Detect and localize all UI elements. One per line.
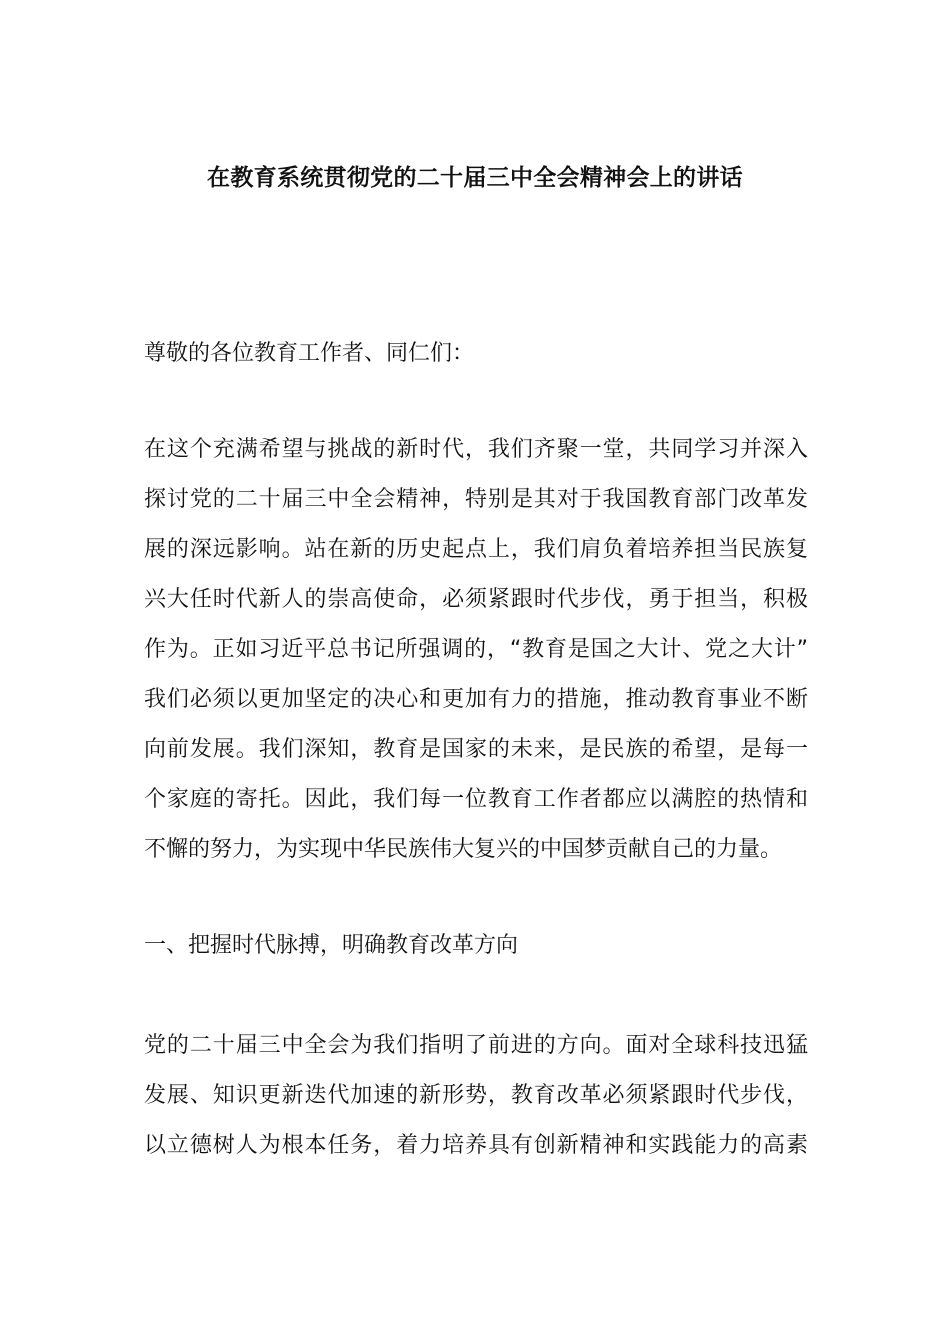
paragraph-line: 个家庭的寄托。因此，我们每一位教育工作者都应以满腔的热情和: [144, 787, 808, 812]
paragraph-line: 以立德树人为根本任务，着力培养具有创新精神和实践能力的高素: [144, 1133, 808, 1158]
section-heading-1: [144, 921, 808, 971]
paragraph-line: 作为。正如习近平总书记所强调的，“教育是国之大计、党之大计”: [144, 637, 808, 662]
paragraph-line: 我们必须以更加坚定的决心和更加有力的措施，推动教育事业不断: [144, 687, 808, 712]
paragraph-line: 不懈的努力，为实现中华民族伟大复兴的中国梦贡献自己的力量。: [144, 837, 783, 862]
paragraph-line: 向前发展。我们深知，教育是国家的未来，是民族的希望，是每一: [144, 737, 808, 762]
paragraph-line: 发展、知识更新迭代加速的新形势，教育改革必须紧跟时代步伐，: [144, 1083, 808, 1108]
document-title: 在教育系统贯彻党的二十届三中全会精神会上的讲话: [207, 165, 743, 191]
salutation-text: 尊敬的各位教育工作者、同仁们：: [144, 341, 475, 366]
paragraph-line: 在这个充满希望与挑战的新时代，我们齐聚一堂，共同学习并深入: [144, 437, 808, 462]
paragraph-line: 展的深远影响。站在新的历史起点上，我们肩负着培养担当民族复: [144, 537, 808, 562]
salutation: [144, 329, 808, 379]
paragraph-line: 党的二十届三中全会为我们指明了前进的方向。面对全球科技迅猛: [144, 1033, 808, 1058]
paragraph-line: 探讨党的二十届三中全会精神，特别是其对于我国教育部门改革发: [144, 487, 808, 512]
section-heading-text: 一、把握时代脉搏，明确教育改革方向: [144, 933, 519, 958]
paragraph-2: [144, 1021, 808, 1171]
paragraph-line: 兴大任时代新人的崇高使命，必须紧跟时代步伐，勇于担当，积极: [144, 587, 808, 612]
paragraph-1: [144, 425, 808, 875]
